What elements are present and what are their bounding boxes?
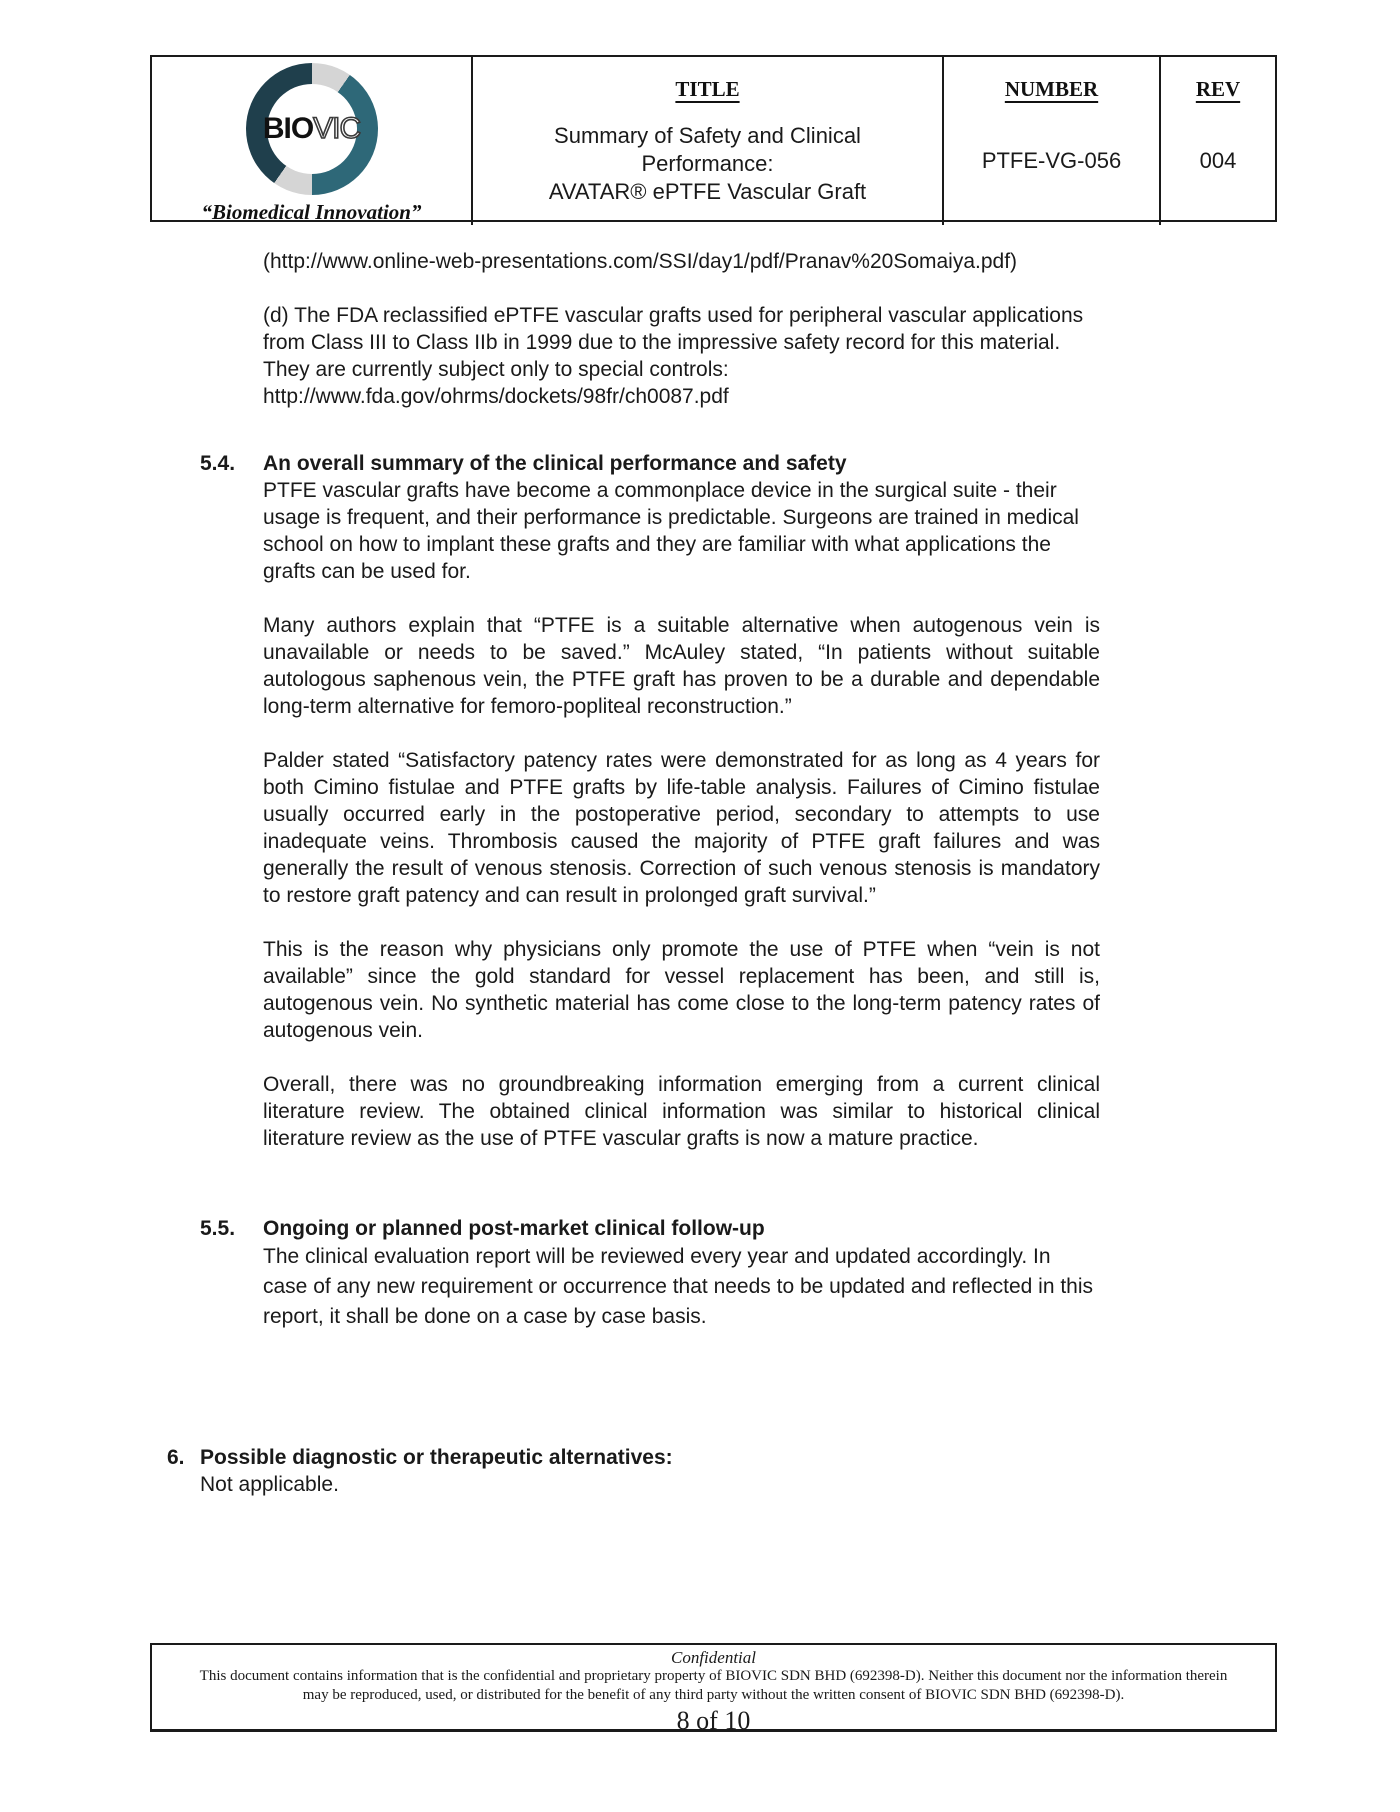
document-header-table	[150, 55, 1277, 222]
section-5-5	[200, 1215, 1100, 1359]
paragraph-many-authors: Many authors explain that “PTFE is a suitable alternative when autogenous vein is unavailable or needs to be saved.” McAuley stated, “In patients without suitable autologous saphenous vein, the PTFE graft has proven to be a durable and dependable long-term alternative for femoro-popliteal reconstruction.”	[263, 614, 1100, 718]
section-5-4	[200, 450, 1100, 1179]
rev-column-header: REV	[1195, 77, 1241, 101]
document-title-line-1: Summary of Safety and Clinical	[554, 123, 861, 148]
section-6	[167, 1444, 1100, 1498]
brand-vic-text: VIC	[313, 112, 361, 145]
logo-cell	[152, 57, 471, 225]
confidentiality-notice-line-2: may be reproduced, used, or distributed for the benefit of any third party without the written consent of BIOVIC SDN BHD (692398-D).	[302, 1687, 1125, 1703]
section-6-number: 6.	[167, 1446, 185, 1469]
document-title-line-2: Performance:	[641, 151, 774, 176]
document-number: PTFE-VG-056	[981, 148, 1122, 173]
number-column-header: NUMBER	[1004, 77, 1099, 101]
brand-bio-text: BIO	[262, 112, 314, 145]
url-reference-line: (http://www.online-web-presentations.com/SSI/day1/pdf/Pranav%20Somaiya.pdf)	[263, 250, 1018, 273]
document-title	[549, 122, 866, 206]
confidentiality-notice-line-1: This document contains information that is the confidential and proprietary property of BIOVIC SDN BHD (692398-D). Neither this document nor the information therein	[199, 1668, 1228, 1684]
paragraph-clinical-performance: PTFE vascular grafts have become a commonplace device in the surgical suite - their usage is frequent, and their performance is predictable. Surgeons are trained in medical school on how to implant these grafts and they are familiar with what applications the grafts can be used for.	[263, 479, 1079, 583]
paragraph-gold-standard: This is the reason why physicians only promote the use of PTFE when “vein is not available” since the gold standard for vessel replacement has been, and still is, autogenous vein. No synthetic material has come close to the long-term patency rates of autogenous vein.	[263, 938, 1100, 1042]
paragraph-clinical-evaluation: The clinical evaluation report will be reviewed every year and updated accordingly. In case of any new requirement or occurrence that needs to be updated and reflected in this report, it shall be done on a case by case basis.	[263, 1245, 1094, 1328]
paragraph-fda-reclassification: (d) The FDA reclassified ePTFE vascular grafts used for peripheral vascular applications from Class III to Class IIb in 1999 due to the impressive safety record for this material. They are currently subject only to special controls: http://www.fda.gov/ohrms/dockets/98fr/ch0087.pdf	[263, 304, 1084, 408]
section-5-5-body	[263, 1215, 1100, 1359]
title-cell	[471, 57, 942, 225]
section-5-4-body	[263, 450, 1100, 1179]
company-tagline: “Biomedical Innovation”	[201, 200, 422, 224]
paragraph-overall: Overall, there was no groundbreaking information emerging from a current clinical literature review. The obtained clinical information was similar to historical clinical literature review as the use of PTFE vascular grafts is now a mature practice.	[263, 1073, 1100, 1150]
document-body	[167, 248, 1100, 1498]
document-rev: 004	[1199, 148, 1237, 173]
section-6-heading: Possible diagnostic or therapeutic alternatives:	[200, 1446, 673, 1469]
confidential-label: Confidential	[671, 1648, 756, 1667]
section-5-4-heading: An overall summary of the clinical performance and safety	[263, 452, 847, 475]
paragraph-not-applicable: Not applicable.	[200, 1473, 339, 1496]
section-5-4-number: 5.4.	[200, 452, 236, 475]
title-column-header: TITLE	[675, 77, 740, 101]
section-5-5-number: 5.5.	[200, 1217, 236, 1240]
rev-cell	[1159, 57, 1275, 225]
section-6-body	[200, 1444, 1060, 1498]
page-number: 8 of 10	[676, 1706, 751, 1735]
footer-confidentiality-box	[150, 1643, 1277, 1735]
logo-monogram	[262, 84, 361, 174]
number-cell	[942, 57, 1159, 225]
document-title-line-3: AVATAR® ePTFE Vascular Graft	[548, 179, 867, 204]
paragraph-palder: Palder stated “Satisfactory patency rates were demonstrated for as long as 4 years for both Cimino fistulae and PTFE grafts by life-table analysis. Failures of Cimino fistulae usually occurred early in the postoperative period, secondary to attempts to use inadequate veins. Thrombosis caused the majority of PTFE graft failures and was generally the result of venous stenosis. Correction of such venous stenosis is mandatory to restore graft patency and can result in prolonged graft survival.”	[263, 749, 1100, 907]
section-5-5-heading: Ongoing or planned post-market clinical follow-up	[263, 1217, 765, 1240]
biovic-logo-icon	[246, 63, 378, 195]
